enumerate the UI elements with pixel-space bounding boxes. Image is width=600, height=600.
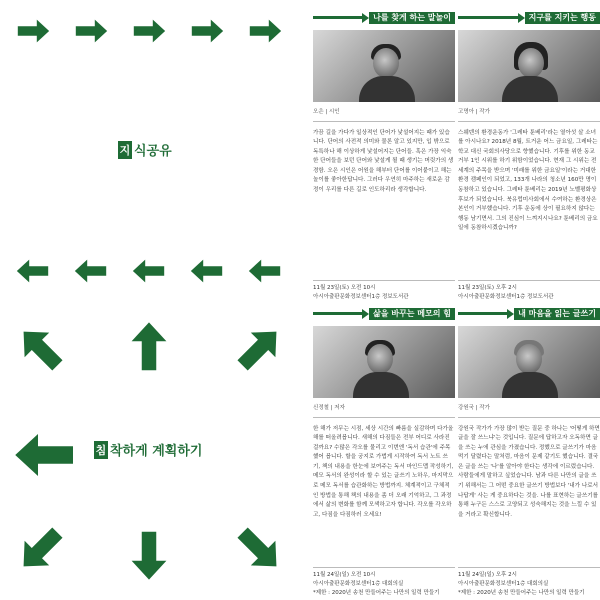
arrow-right-icon bbox=[246, 12, 284, 50]
card-title: 지구를 지키는 행동 bbox=[525, 12, 600, 24]
event-card bbox=[458, 12, 600, 302]
card-header bbox=[313, 308, 455, 320]
logo-text: 식공유 bbox=[134, 144, 172, 159]
arrow-up-icon bbox=[120, 318, 178, 376]
arrow-left-icon bbox=[72, 252, 110, 290]
arrow-right-icon bbox=[188, 12, 226, 50]
speaker-credit: 강원국 | 작가 bbox=[458, 403, 600, 418]
arrow-right-icon bbox=[313, 12, 369, 24]
event-date: 11월 23일(토) 오후 2시 bbox=[458, 285, 517, 291]
speaker-photo bbox=[313, 326, 455, 398]
arrow-left-icon bbox=[188, 252, 226, 290]
logo-mark: 지 bbox=[118, 141, 132, 159]
arrow-down-icon bbox=[120, 526, 178, 584]
arrow-left-icon bbox=[246, 252, 284, 290]
event-meta bbox=[458, 567, 600, 598]
arrow-left-icon bbox=[130, 252, 168, 290]
arrow-right-icon bbox=[313, 308, 369, 320]
arrow-right-icon bbox=[458, 308, 514, 320]
arrow-left-icon bbox=[10, 420, 80, 490]
logo-mark: 침 bbox=[94, 441, 108, 459]
arrow-down-right-icon bbox=[230, 520, 288, 578]
speaker-credit: 오은 | 시인 bbox=[313, 107, 455, 122]
arrow-right-icon bbox=[72, 12, 110, 50]
logo-jisik-gongyu bbox=[118, 140, 172, 159]
event-place: 아시아출판문화정보센터1층 대회의실 bbox=[313, 581, 404, 587]
speaker-credit: 고명아 | 작가 bbox=[458, 107, 600, 122]
speaker-photo bbox=[313, 30, 455, 102]
event-place: 아시아출판문화정보센터1층 정보도서관 bbox=[458, 294, 554, 300]
card-header bbox=[458, 12, 600, 24]
arrow-down-left-icon bbox=[12, 520, 70, 578]
event-card bbox=[458, 308, 600, 598]
logo-chimchak bbox=[94, 440, 202, 459]
speaker-credit: 신정철 | 저자 bbox=[313, 403, 455, 418]
card-title: 나를 찾게 하는 말놀이 bbox=[369, 12, 455, 24]
event-meta bbox=[458, 280, 600, 302]
card-title: 삶을 바꾸는 메모의 힘 bbox=[369, 308, 455, 320]
event-date: 11월 24일(일) 오전 10시 bbox=[313, 572, 376, 578]
arrow-up-left-icon bbox=[12, 320, 70, 378]
card-title: 내 마음을 읽는 글쓰기 bbox=[514, 308, 600, 320]
card-description: 가끔 길을 가다가 일상적인 단어가 낯설어지는 때가 있습니다. 단어의 사전적 의미와 물론 알고 있지만, 입 밖으로 독특하나 해 이상하게 낯설어지는 단어들. 혹은 가장 익숙한 단어들을 보던 단어와 낯설게 될 때 생기는 머릿가의 생경함. 오은 시인은 어원을 해부터 단어를 이어붙이고 해는 놀이를 좋아한답니다. 그러다 우연히 마주하는 새로운 감정이 우리를 다른 길로 인도하리라 생각합니다. bbox=[313, 129, 454, 194]
event-place: 아시아출판문화정보센터1층 정보도서관 bbox=[313, 294, 409, 300]
arrow-right-icon bbox=[130, 12, 168, 50]
event-card bbox=[313, 308, 455, 598]
arrow-left-icon bbox=[14, 252, 52, 290]
card-description: 강원국 작가가 가장 많이 받는 질문 중 하나는 '어떻게 하면 글을 잘 쓰느냐'는 것입니다. 질문에 답하고자 오독하면 글을 쓰는 누에 관심을 가졌습니다. 정했으로 글쓰기가 마음먹기 달렸다는 말처럼, 마음이 문제 같기도 했습니다. 결국은 글을 쓰는 '나'를 알아야 한다는 생각에 이르렀습니다. 사람들에게 말하고 싶었습니다. 남과 다른 나만의 글을 쓰기 위해서는 그 어떤 중요한 글쓰기 방법보다 '내가 나로서 나답게' 사는 게 중요하다는 것을. 나를 표현하는 글쓰기를 통해 누구든 스스로 고양되고 성숙해지는 것을 느낄 수 있을 거라고 확신합니다. bbox=[458, 425, 600, 518]
event-place: 아시아출판문화정보센터1층 대회의실 bbox=[458, 581, 549, 587]
arrow-up-right-icon bbox=[230, 320, 288, 378]
logo-text: 착하게 계획하기 bbox=[110, 444, 203, 459]
event-card bbox=[313, 12, 455, 302]
event-meta bbox=[313, 567, 455, 598]
speaker-photo bbox=[458, 30, 600, 102]
arrow-right-icon bbox=[14, 12, 52, 50]
speaker-photo bbox=[458, 326, 600, 398]
card-header bbox=[313, 12, 455, 24]
card-description: 한 해가 저무는 시점, 세상 시간의 빠름을 실감하며 다가올 해를 떠올려봅니다. 새해의 다짐들은 전부 어디로 사라진 걸까요? 수많은 각오를 물리고 이번엔 '독서 습관'에 주목했어 봅니다. 할을 궁지로 가법게 시작하여 독서 노트 쓰기, 책의 내용을 한눈에 보여주는 독서 마인드맵 작성하기, 메모 독서의 완성이라 할 수 있는 글쓰기 노하우, 마지막으로 메모 독서를 습관화하는 방법까지. 체계적이고 구체적인 방법을 통해 책의 내용을 좀 더 오래 기억하고, 그 과정에서 삶의 변화를 함께 모색하고자 합니다. 각오를 각오하고, 다짐을 다짐하러 오세요! bbox=[313, 425, 454, 518]
card-header bbox=[458, 308, 600, 320]
arrow-right-icon bbox=[458, 12, 525, 24]
event-meta bbox=[313, 280, 455, 302]
card-description: 스웨덴의 환경운동가 '그레타 툰베리'라는 열아섯 살 소녀를 아시나요? 2018년 8월, 트거운 어느 금요일, 그레타는 학교 대신 국회의사당으로 향했습니다. 기후를 위한 동교 거부 1인 시위를 하기 위함이었습니다. 현재 그 시위는 전 세계의 주목을 받으며 '미래를 위한 금요일'이라는 거대한 환경 캠페인이 되었고, 133개 나라의 청소년 160만 명이 동참하고 있습니다. 그레타 툰베리는 2019년 노벨평화상 후보가 되었습니다. 북유럽미사회에서 수여하는 환경상은 본인이 거부했습니다. 기후 운동에 상이 필요하지 않다는 행동 남기면서. 그의 진심이 느껴지시나요? 툰베리의 금요일에 동참하시겠습니까? bbox=[458, 129, 598, 232]
event-note: *제한 : 2020년 송천 만들어주는 나만의 일력 만들기 bbox=[313, 590, 440, 596]
event-date: 11월 23일(토) 오전 10시 bbox=[313, 285, 376, 291]
event-note: *제한 : 2020년 송천 만들어주는 나만의 일력 만들기 bbox=[458, 590, 585, 596]
event-date: 11월 24일(일) 오후 2시 bbox=[458, 572, 517, 578]
